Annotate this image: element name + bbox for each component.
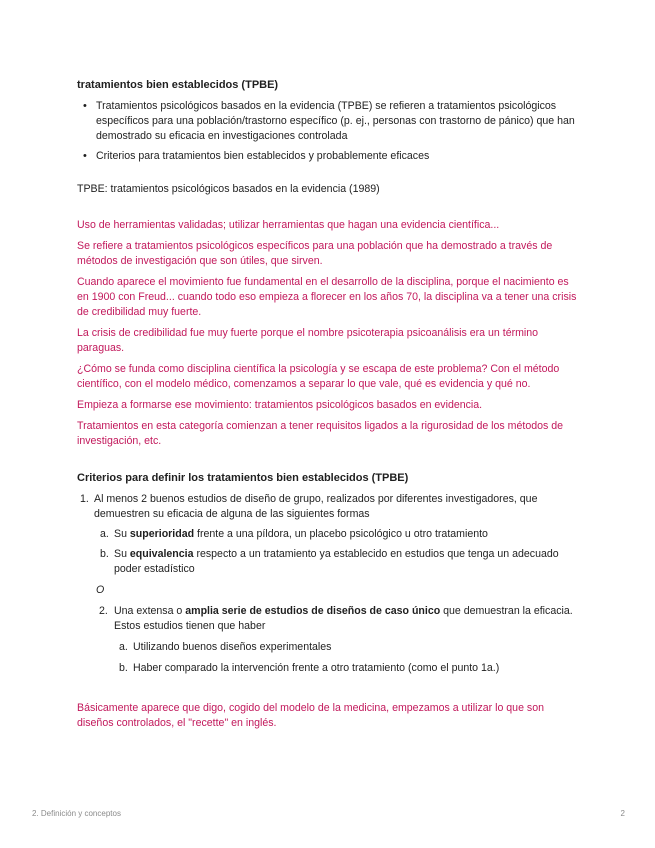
footer-section-title: 2. Definición y conceptos (32, 809, 121, 818)
criteria-2b-text: Haber comparado la intervención frente a otro tratamiento (como el punto 1a.) (133, 662, 500, 674)
criteria-item-1 (77, 492, 582, 522)
criteria-1a-text: Su superioridad frente a una píldora, un placebo psicológico u otro tratamiento (114, 528, 488, 540)
bullet-item: • Tratamientos psicológicos basados en la evidencia (TPBE) se refieren a tratamientos psicológicos específicos para una población/trastorno específico (p. ej., personas con trastorno de pánico) que han demostrado su eficacia en investigaciones controlada (96, 99, 582, 144)
section2-heading: Criterios para definir los tratamientos bien establecidos (TPBE) (77, 472, 409, 484)
page-content (77, 78, 582, 731)
criteria-2a-text: Utilizando buenos diseños experimentales (133, 641, 332, 653)
notes-block (77, 218, 582, 449)
or-separator: O (96, 584, 105, 596)
note-paragraph: La crisis de credibilidad fue muy fuerte porque el nombre psicoterapia psicoanálisis era un término paraguas. (77, 327, 539, 354)
bullet-item: • Criterios para tratamientos bien establecidos y probablemente eficaces (96, 149, 582, 164)
criteria-1b-text: Su equivalencia respecto a un tratamiento ya establecido en estudios que tenga un adecuado poder estadístico (114, 548, 559, 575)
section1-bullet-list (77, 99, 582, 164)
list-letter: a. (119, 641, 128, 653)
note-paragraph: Tratamientos en esta categoría comienzan a tener requisitos ligados a la rigurosidad de los métodos de investigación, etc. (77, 420, 564, 447)
footer-page-number: 2 (620, 809, 625, 818)
closing-note: Básicamente aparece que digo, cogido del modelo de la medicina, empezamos a utilizar lo que son diseños controlados, el "recette" en inglés. (77, 702, 544, 729)
criteria-item-1-text: Al menos 2 buenos estudios de diseño de grupo, realizados por diferentes investigadores, que demuestren su eficacia de alguna de las siguientes formas (94, 493, 538, 520)
note-paragraph: Empieza a formarse ese movimiento: tratamientos psicológicos basados en evidencia. (77, 399, 483, 411)
list-letter: b. (100, 548, 109, 560)
list-number: 1. (80, 493, 89, 505)
note-paragraph: Cuando aparece el movimiento fue fundamental en el desarrollo de la disciplina, porque el nacimiento es en 1900 con Freud... cuando todo eso empieza a florecer en los años 70, la disciplina va a tener una crisis de credibilidad muy fuerte. (77, 276, 577, 318)
criteria-2b (77, 661, 582, 676)
criteria-item-2 (77, 604, 582, 634)
tpbe-definition: TPBE: tratamientos psicológicos basados en la evidencia (1989) (77, 183, 380, 195)
criteria-1b (77, 547, 582, 577)
list-letter: b. (119, 662, 128, 674)
note-paragraph: Uso de herramientas validadas; utilizar herramientas que hagan una evidencia científica... (77, 219, 500, 231)
criteria-1a (77, 527, 582, 542)
note-paragraph: Se refiere a tratamientos psicológicos específicos para una población que ha demostrado a través de métodos de investigación que son útiles, que sirven. (77, 240, 553, 267)
criteria-item-2-text: Una extensa o amplia serie de estudios de diseños de caso único que demuestran la eficacia. Estos estudios tienen que haber (114, 605, 573, 632)
list-number: 2. (99, 605, 108, 617)
note-paragraph: ¿Cómo se funda como disciplina científica la psicología y se escapa de este problema? Con el método científico, con el modelo médico, comenzamos a separar lo que vale, qué es evidencia y qué no. (77, 363, 560, 390)
criteria-2a (77, 640, 582, 655)
section1-heading: tratamientos bien establecidos (TPBE) (77, 79, 279, 91)
list-letter: a. (100, 528, 109, 540)
